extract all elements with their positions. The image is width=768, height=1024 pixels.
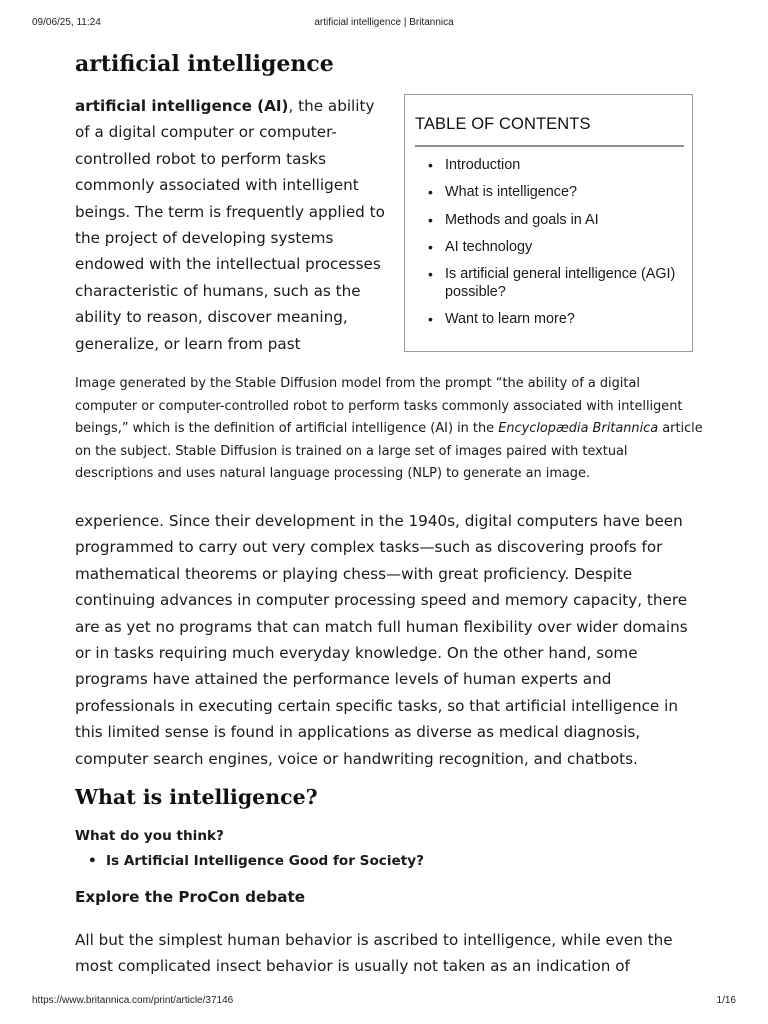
toc-item-ai-technology[interactable]: • AI technology — [428, 238, 678, 256]
procon-link[interactable]: • Is Artificial Intelligence Good for Society? — [88, 852, 424, 870]
print-page-number: 1/16 — [716, 995, 736, 1006]
print-url: https://www.britannica.com/print/article/37146 — [32, 995, 234, 1006]
caption-italic-source: Encyclopædia Britannica — [498, 421, 659, 437]
intro-text: , the ability of a digital computer or computer-controlled robot to perform tasks commonly associated with intelligent beings. The term is frequently applied to the project of developing systems endowed with the intellectual processes characteristic of humans, such as the ability to reason, discover meaning, generalize, or learn from past — [75, 97, 385, 353]
toc-item-what-is-intelligence[interactable]: • What is intelligence? — [428, 183, 678, 201]
print-footer — [0, 995, 768, 1009]
table-of-contents — [404, 94, 693, 352]
toc-item-agi-possible[interactable]: • Is artificial general intelligence (AGI) possible? — [428, 265, 678, 301]
section-heading-what-is-intelligence: What is intelligence? — [75, 785, 318, 809]
toc-item-introduction[interactable]: • Introduction — [428, 156, 678, 174]
intro-paragraph — [75, 93, 390, 357]
toc-list — [428, 156, 678, 337]
explore-procon-label[interactable]: Explore the ProCon debate — [75, 888, 306, 906]
procon-list — [88, 852, 424, 870]
toc-divider — [415, 145, 684, 147]
intro-term: artificial intelligence (AI) — [75, 97, 289, 115]
caption-text-2: article on the subject. Stable Diffusion is trained on a large set of images paired with textual descriptions and uses natural language processing (NLP) to generate an image. — [75, 421, 703, 482]
toc-item-methods-and-goals[interactable]: • Methods and goals in AI — [428, 211, 678, 229]
intelligence-paragraph: All but the simplest human behavior is ascribed to intelligence, while even the most complicated insect behavior is usually not taken as an indication of — [75, 931, 673, 976]
caption-text-1: Image generated by the Stable Diffusion model from the prompt “the ability of a digital computer or computer-controlled robot to perform tasks commonly associated with intelligent beings,” which is the definition of artificial intelligence (AI) in the — [75, 376, 683, 437]
toc-item-learn-more[interactable]: • Want to learn more? — [428, 310, 678, 328]
toc-title: TABLE OF CONTENTS — [415, 115, 591, 133]
image-caption — [75, 373, 705, 486]
print-header — [0, 17, 768, 31]
print-datetime: 09/06/25, 11:24 — [32, 17, 101, 28]
print-page-title: artificial intelligence | Britannica — [314, 17, 454, 28]
what-do-you-think-label: What do you think? — [75, 828, 224, 844]
article-title: artificial intelligence — [75, 51, 334, 77]
body-paragraph: experience. Since their development in the 1940s, digital computers have been programmed to carry out very complex tasks—such as discovering proofs for mathematical theorems or playing chess—with great proficiency. Despite continuing advances in computer processing speed and memory capacity, there are as yet no programs that can match full human flexibility over wider domains or in tasks requiring much everyday knowledge. On the other hand, some programs have attained the performance levels of human experts and professionals in executing certain specific tasks, so that artificial intelligence in this limited sense is found in applications as diverse as medical diagnosis, computer search engines, voice or handwriting recognition, and chatbots. — [75, 512, 688, 768]
